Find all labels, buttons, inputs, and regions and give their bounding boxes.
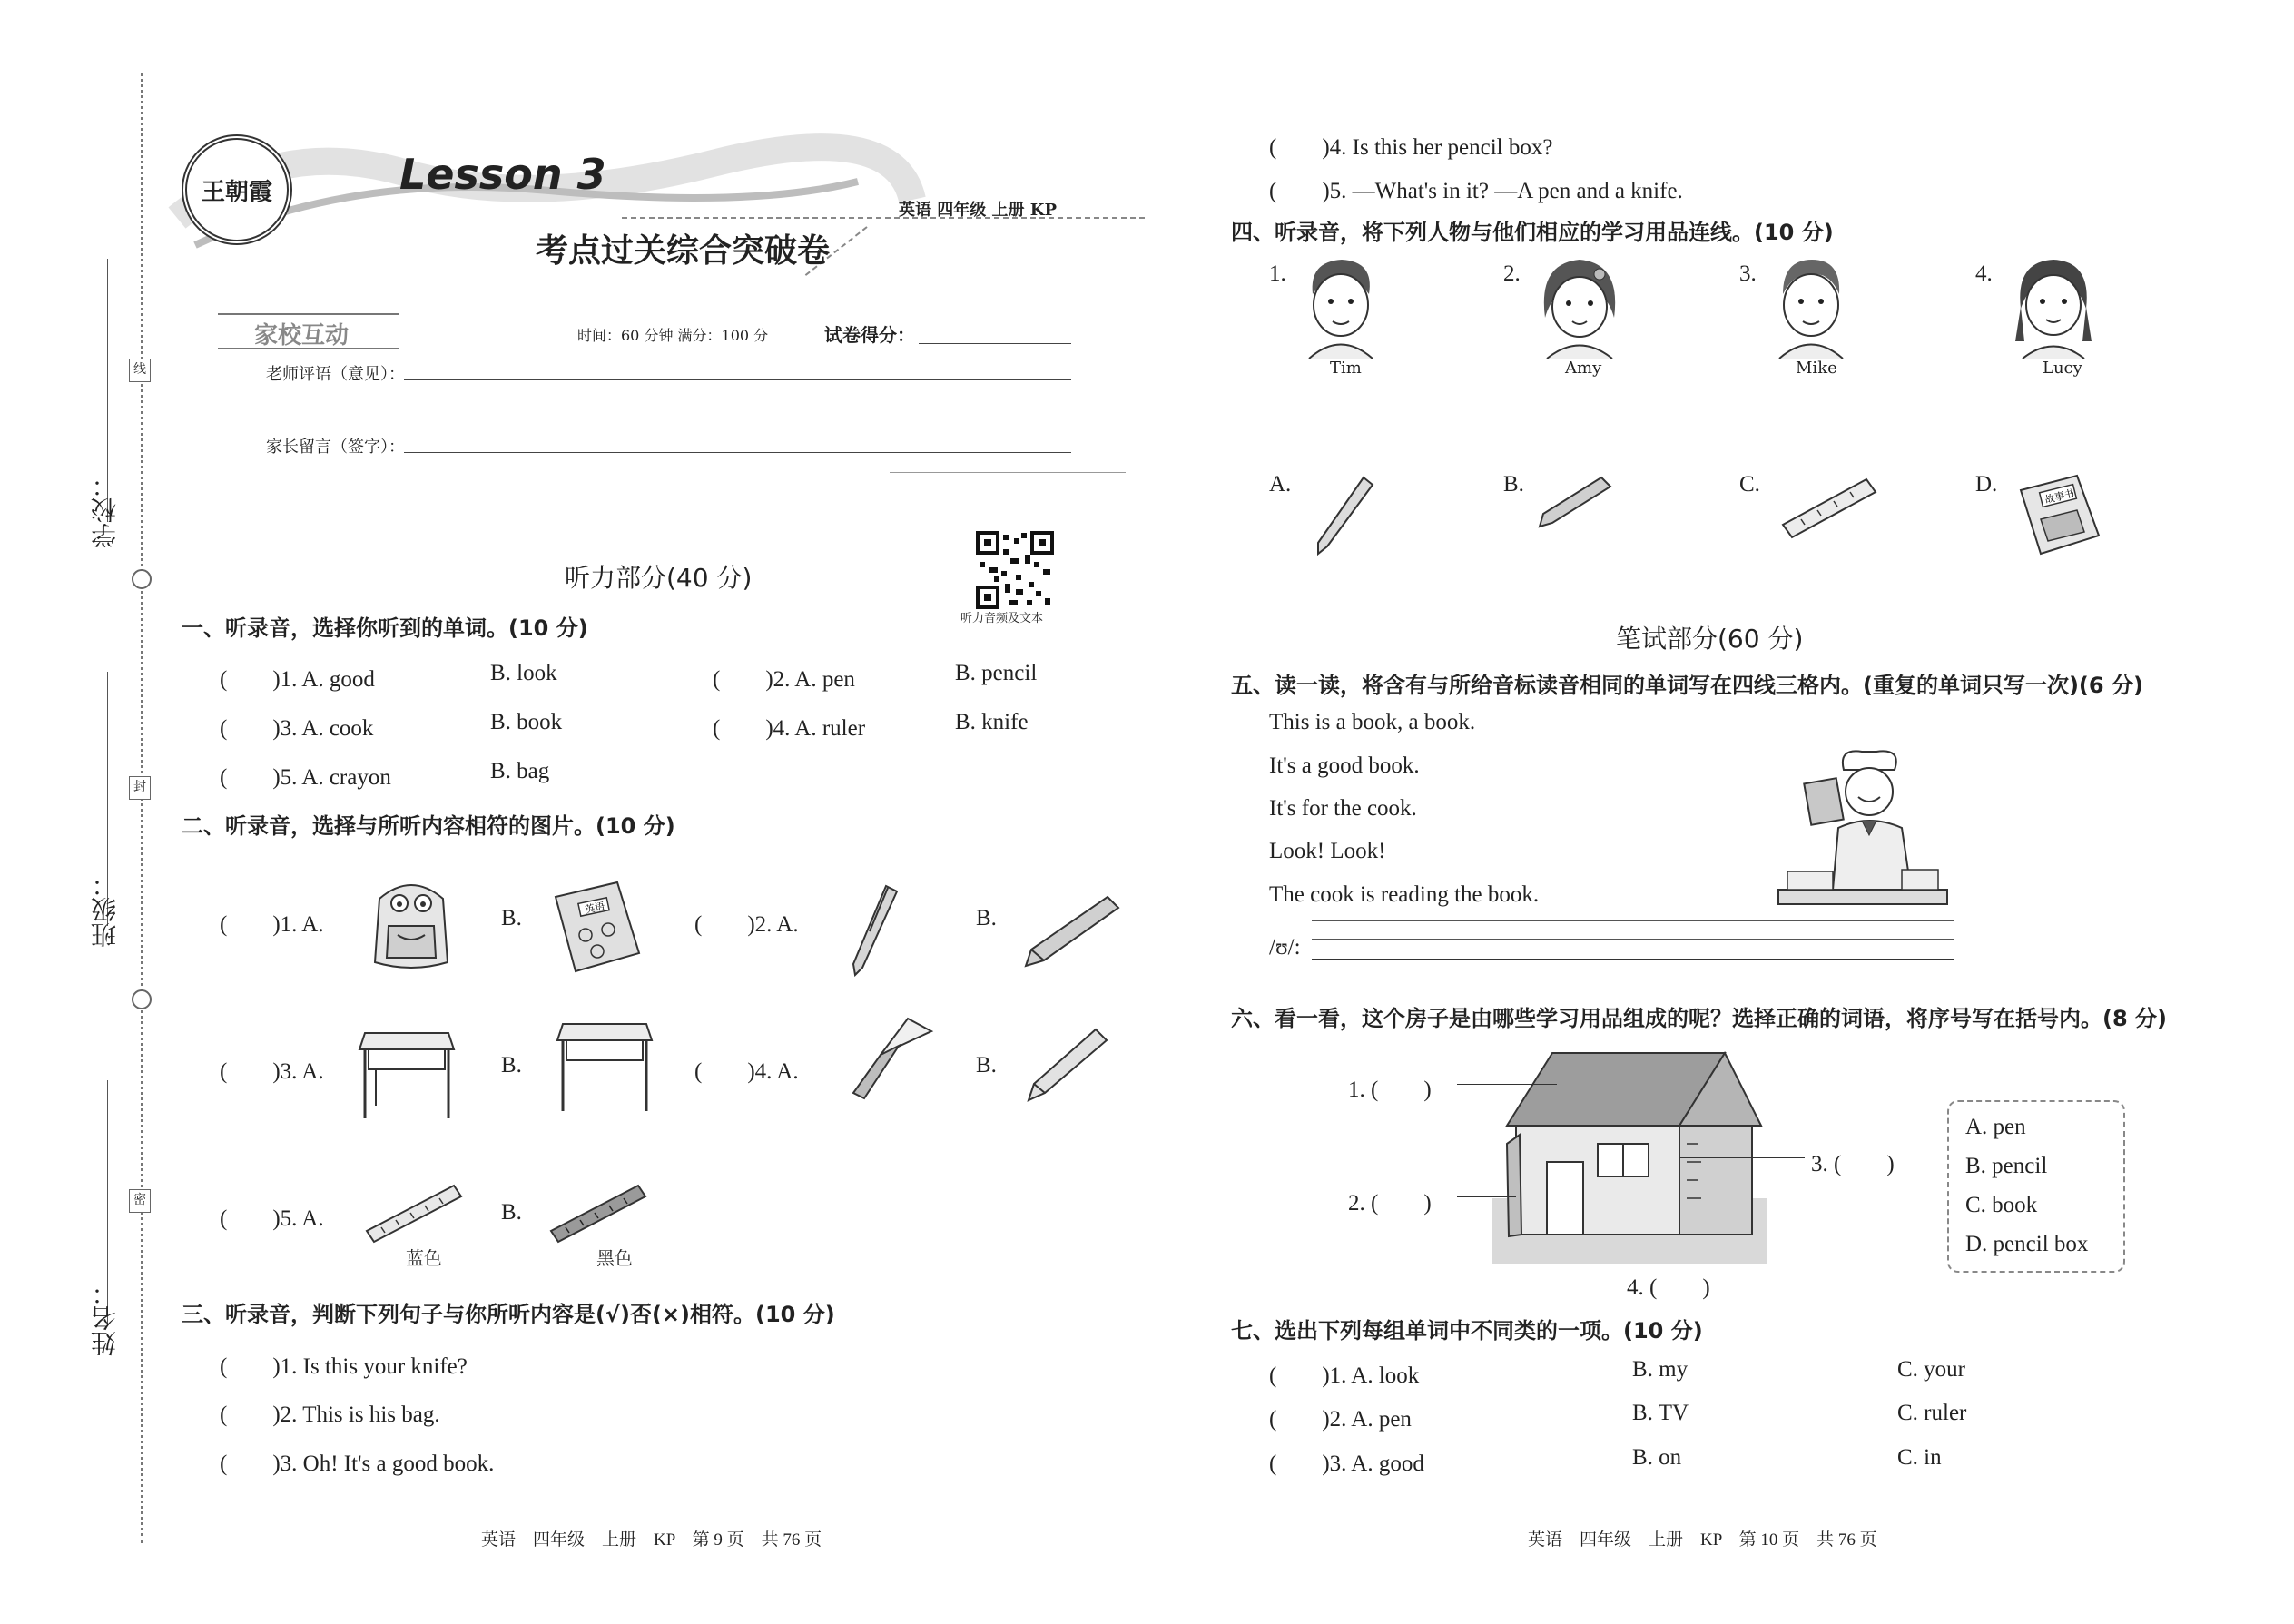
pencil-picture	[1021, 1024, 1112, 1106]
person-4-name: Lucy	[2043, 359, 2082, 378]
english-book-cover-text: 英语	[584, 900, 606, 916]
q1-item-1-b: B. look	[490, 661, 557, 685]
teacher-comment-label: 老师评语（意见）：	[266, 365, 405, 384]
footer-left: 英语 四年级 上册 KP 第 9 页 共 76 页	[481, 1530, 822, 1550]
item-b-crayon-picture	[1534, 472, 1616, 536]
grid-line-1	[1312, 920, 1954, 921]
time-info: 时间：60 分钟 满分：100 分	[577, 327, 769, 344]
q2-item-2-a-label[interactable]: ( )2. A.	[694, 912, 799, 937]
q2-item-1-b-label[interactable]: B.	[501, 906, 522, 930]
publisher-logo	[182, 134, 292, 245]
q3-item-5[interactable]: ( )5. —What's in it? —A pen and a knife.	[1269, 179, 1683, 203]
q6-pointer-1	[1457, 1084, 1557, 1085]
qr-caption: 听力音频及文本	[960, 612, 1044, 625]
q1-item-2-b: B. pencil	[955, 661, 1038, 685]
lesson-title: Lesson 3	[399, 150, 606, 199]
q7-item-2-c: C. ruler	[1897, 1401, 1967, 1425]
q2-item-5-a-label[interactable]: ( )5. A.	[220, 1206, 324, 1231]
q1-item-5-a[interactable]: ( )5. A. crayon	[220, 765, 391, 790]
lucy-portrait	[2008, 254, 2099, 359]
person-4-number: 4.	[1975, 261, 1993, 286]
desk-a-picture	[356, 1024, 458, 1124]
binding-hole-1	[132, 569, 152, 589]
exam-subtitle: 考点过关综合突破卷	[536, 231, 831, 270]
desk-b-picture	[554, 1015, 655, 1117]
teacher-comment-line-1[interactable]	[404, 379, 1071, 380]
q1-item-2-a[interactable]: ( )2. A. pen	[713, 667, 855, 692]
amy-portrait	[1534, 254, 1625, 359]
q5-line-2: It's a good book.	[1269, 753, 1420, 778]
q6-option-d: D. pencil box	[1965, 1232, 2089, 1256]
q6-pointer-3	[1679, 1157, 1805, 1158]
q6-option-c: C. book	[1965, 1193, 2038, 1217]
q6-option-b: B. pencil	[1965, 1154, 2048, 1178]
seal-box-1	[129, 359, 151, 382]
cook-reading-picture	[1775, 744, 1952, 910]
q1-item-1-a[interactable]: ( )1. A. good	[220, 667, 375, 692]
four-line-grid[interactable]	[1312, 920, 1954, 980]
q1-item-5-b: B. bag	[490, 759, 550, 783]
person-3-name: Mike	[1796, 359, 1837, 378]
item-d-label: D.	[1975, 472, 1998, 497]
q3-item-1[interactable]: ( )1. Is this your knife?	[220, 1354, 468, 1379]
person-2-number: 2.	[1503, 261, 1521, 286]
q6-blank-2[interactable]: 2. ( )	[1348, 1191, 1432, 1216]
ruler-black-caption: 黑色	[596, 1247, 633, 1269]
item-c-label: C.	[1739, 472, 1760, 497]
q2-item-2-b-label[interactable]: B.	[976, 906, 997, 930]
seal-text-1: 线	[133, 362, 146, 377]
knife-picture	[844, 1015, 935, 1106]
q2-item-3-b-label[interactable]: B.	[501, 1053, 522, 1078]
q7-item-1-a[interactable]: ( )1. A. look	[1269, 1363, 1420, 1388]
publisher-logo-text: 王朝霞	[201, 178, 272, 206]
q5-heading: 五、读一读，将含有与所给音标读音相同的单词写在四线三格内。(重复的单词只写一次)(6 分)	[1231, 673, 2143, 698]
writing-section-title: 笔试部分(60 分)	[1616, 624, 1804, 654]
q1-item-3-a[interactable]: ( )3. A. cook	[220, 716, 374, 741]
q5-line-5: The cook is reading the book.	[1269, 882, 1540, 907]
parent-comment-line[interactable]	[404, 452, 1071, 453]
item-c-ruler-picture	[1779, 472, 1879, 545]
phonetic-label: /ʊ/:	[1269, 935, 1301, 960]
parent-comment-label: 家长留言（签字）：	[266, 438, 405, 457]
person-2-name: Amy	[1565, 359, 1602, 378]
pen-picture	[842, 881, 906, 980]
q3-item-2[interactable]: ( )2. This is his bag.	[220, 1403, 440, 1427]
q7-item-3-a[interactable]: ( )3. A. good	[1269, 1452, 1424, 1476]
grid-line-2	[1312, 939, 1954, 940]
q2-heading: 二、听录音，选择与所听内容相符的图片。(10 分)	[182, 813, 675, 839]
person-1-number: 1.	[1269, 261, 1286, 286]
header-box-bottom-border	[890, 472, 1126, 473]
q2-item-4-a-label[interactable]: ( )4. A.	[694, 1059, 799, 1084]
item-a-label: A.	[1269, 472, 1292, 497]
storybook-cover-text: 故事书	[2043, 487, 2076, 507]
binding-dotted-line	[141, 73, 143, 1543]
item-d-storybook-picture	[2013, 472, 2104, 558]
q1-item-4-b: B. knife	[955, 710, 1029, 734]
q2-item-1-a-label[interactable]: ( )1. A.	[220, 912, 324, 937]
q1-item-3-b: B. book	[490, 710, 563, 734]
q6-blank-1[interactable]: 1. ( )	[1348, 1078, 1432, 1102]
q6-pointer-2	[1457, 1196, 1516, 1197]
grade-tag: 英语 四年级 上册 KP	[899, 201, 1057, 220]
item-a-pen-picture	[1307, 472, 1380, 558]
q5-line-1: This is a book, a book.	[1269, 710, 1476, 734]
qr-code-image[interactable]	[976, 531, 1054, 609]
q5-line-4: Look! Look!	[1269, 839, 1386, 863]
q1-item-4-a[interactable]: ( )4. A. ruler	[713, 716, 866, 741]
q6-heading: 六、看一看，这个房子是由哪些学习用品组成的呢？选择正确的词语，将序号写在括号内。(8 分)	[1231, 1006, 2167, 1031]
q7-item-1-b: B. my	[1632, 1357, 1689, 1382]
q7-heading: 七、选出下列每组单词中不同类的一项。(10 分)	[1231, 1318, 1703, 1343]
ruler-blue-caption: 蓝色	[406, 1247, 442, 1269]
q7-item-3-b: B. on	[1632, 1445, 1682, 1470]
seal-box-3	[129, 1189, 151, 1213]
q7-item-2-a[interactable]: ( )2. A. pen	[1269, 1407, 1412, 1432]
home-school-badge	[218, 313, 399, 349]
score-label: 试卷得分：	[824, 324, 915, 346]
q3-item-3[interactable]: ( )3. Oh! It's a good book.	[220, 1452, 495, 1476]
q6-blank-3[interactable]: 3. ( )	[1811, 1152, 1895, 1176]
home-school-label: 家校互动	[254, 322, 350, 349]
class-label: 班级：	[90, 871, 120, 948]
q2-item-4-b-label[interactable]: B.	[976, 1053, 997, 1078]
person-1-name: Tim	[1330, 359, 1362, 378]
q5-line-3: It's for the cook.	[1269, 796, 1417, 821]
schoolbag-picture	[361, 871, 461, 976]
ruler-blue-picture	[363, 1180, 465, 1245]
seal-box-2	[129, 776, 151, 800]
q6-blank-4[interactable]: 4. ( )	[1627, 1275, 1710, 1300]
binding-hole-2	[132, 989, 152, 1009]
stationery-house-picture	[1489, 1044, 1770, 1266]
q7-item-3-c: C. in	[1897, 1445, 1942, 1470]
grid-line-3	[1312, 959, 1954, 960]
crayon-picture	[1017, 890, 1126, 971]
ruler-black-picture	[547, 1180, 649, 1245]
q7-item-2-b: B. TV	[1632, 1401, 1689, 1425]
footer-right: 英语 四年级 上册 KP 第 10 页 共 76 页	[1528, 1530, 1877, 1550]
name-label: 姓名：	[90, 1280, 120, 1356]
q1-heading: 一、听录音，选择你听到的单词。(10 分)	[182, 615, 588, 641]
q2-item-5-b-label[interactable]: B.	[501, 1200, 522, 1225]
q3-item-4[interactable]: ( )4. Is this her pencil box?	[1269, 135, 1553, 160]
tim-portrait	[1300, 254, 1382, 359]
listening-section-title: 听力部分(40 分)	[565, 563, 753, 593]
mike-portrait	[1770, 254, 1852, 359]
q3-heading: 三、听录音，判断下列句子与你所听内容是(√)否(×)相符。(10 分)	[182, 1302, 835, 1327]
seal-text-2: 封	[133, 780, 146, 794]
school-label: 学校：	[90, 472, 120, 548]
person-3-number: 3.	[1739, 261, 1757, 286]
item-b-label: B.	[1503, 472, 1524, 497]
q2-item-3-a-label[interactable]: ( )3. A.	[220, 1059, 324, 1084]
q4-heading: 四、听录音，将下列人物与他们相应的学习用品连线。(10 分)	[1231, 220, 1834, 245]
english-book-picture	[545, 879, 646, 977]
q6-option-a: A. pen	[1965, 1115, 2026, 1139]
seal-text-3: 密	[133, 1193, 146, 1207]
q7-item-1-c: C. your	[1897, 1357, 1965, 1382]
score-blank[interactable]	[919, 343, 1071, 344]
